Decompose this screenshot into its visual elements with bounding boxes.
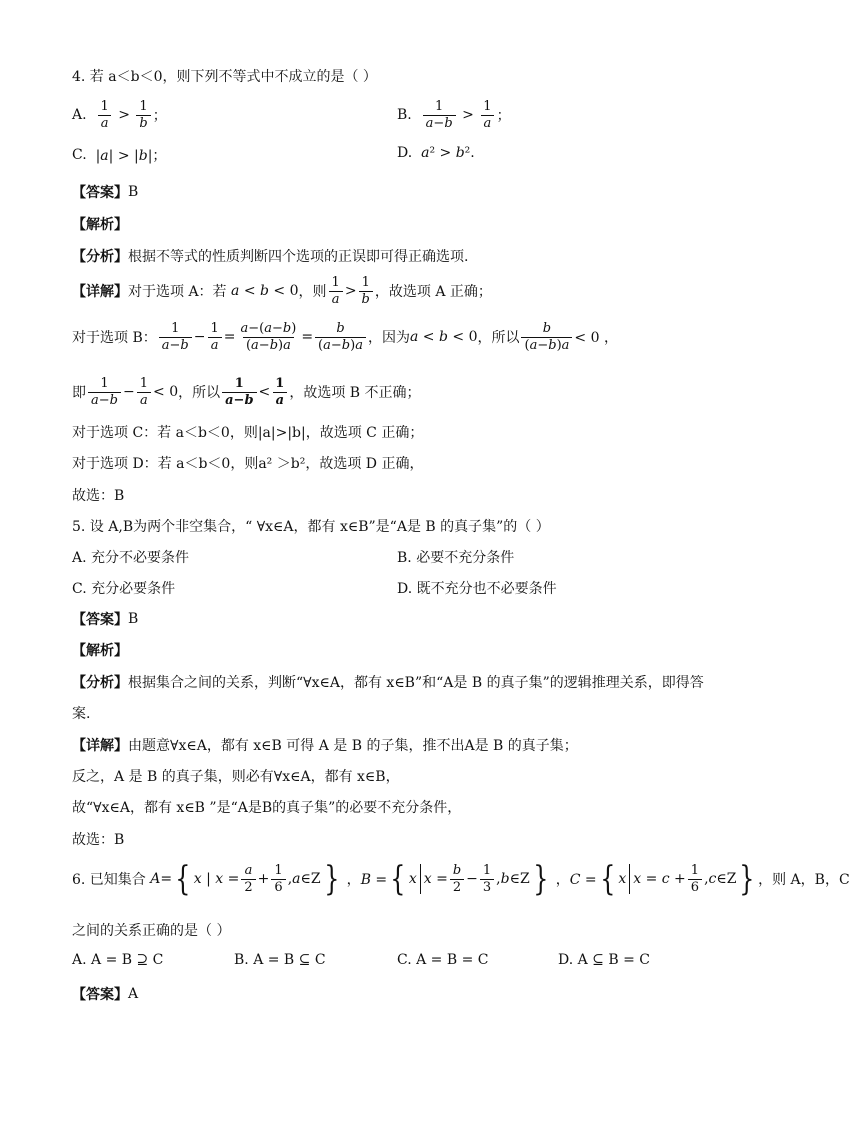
answer-value: B	[128, 611, 139, 627]
q5-answer	[72, 609, 138, 629]
frac-a-over-2: $\frac{a}{2}$	[241, 864, 255, 894]
q5-detail-3: 故“∀x∈A，都有 x∈B ”是“A是B的真子集”的必要不充分条件，	[72, 800, 462, 816]
q4-option-d: D. a² > b².	[397, 145, 475, 161]
q4-detail-2: 对于选项 B： $\frac{1}{a-b}$ − $\frac{1}{a}$ = $\frac{a-(a-b)}{(a-b)a}$ = $\frac{b}{(a-b)a}$ ，因为 a < b < 0 ，所以 $\frac{b}{(a-b)a}$ < 0 ，	[72, 321, 618, 353]
q4-option-a-label: A.	[72, 107, 87, 124]
fenxi-text: 根据不等式的性质判断四个选项的正误即可得正确选项.	[128, 249, 469, 265]
frac-1-over-b: $\frac{1}{b}$	[359, 276, 373, 306]
frac-1-over-a: $\frac{1}{a}$	[480, 100, 494, 130]
q4-stem: 4. 若 a＜b＜0，则下列不等式中不成立的是（ ）	[72, 69, 377, 85]
detail-text: 由题意∀x∈A，都有 x∈B 可得 A 是 B 的子集，推不出A是 B 的真子集；	[128, 738, 578, 754]
detail-text: ，则	[298, 284, 327, 301]
q6-stem-end: ，则 A，B，C	[758, 872, 850, 888]
answer-label: 【答案】	[72, 612, 128, 628]
q6-option-c: C. A = B = C	[397, 952, 489, 968]
q4-option-a: A. $\frac{1}{a}$ > $\frac{1}{b}$ ；	[72, 99, 167, 131]
frac-1-over-a-minus-b: $\frac{1}{a-b}$	[159, 322, 192, 352]
frac-1-over-3: $\frac{1}{3}$	[480, 864, 494, 894]
q6-stem-start: 6. 已知集合	[72, 872, 146, 888]
q4-detail-1: 【详解】 对于选项 A：若 a < b < 0 ，则 $\frac{1}{a}$ > $\frac{1}{b}$ ，故选项 A 正确；	[72, 275, 492, 307]
q6-option-a: A. A = B ⊇ C	[72, 952, 164, 968]
q4-option-c: C. |a| > |b|；	[72, 147, 167, 164]
q6-option-b: B. A = B ⊆ C	[234, 952, 326, 968]
analysis-label: 【解析】	[72, 643, 128, 659]
q5-stem: 5. 设 A,B为两个非空集合，“ ∀x∈A，都有 x∈B”是“A是 B 的真子集”的（ ）	[72, 519, 550, 535]
fenxi-text: 根据集合之间的关系，判断“∀x∈A，都有 x∈B”和“A是 B 的真子集”的逻辑推理关系，即得答	[128, 675, 704, 691]
detail-label: 【详解】	[72, 284, 128, 301]
frac-1-over-a: $\frac{1}{a}$	[329, 276, 343, 306]
q4-option-b-label: B.	[397, 107, 412, 124]
answer-label: 【答案】	[72, 185, 128, 201]
frac-b-over-2: $\frac{b}{2}$	[450, 864, 464, 894]
q6-stem: 6. 已知集合 A= { x | x = $\frac{a}{2}$ + $\frac{1}{6}$ ,a∈Z } ，B = { x x = $\frac{b}{2}$ − $\frac{1}{3}$ ,b∈Z } ，C = { x x = c + $\frac{1}{6}$ ,c∈Z } ，则 A，B，C	[72, 859, 850, 899]
frac-1-over-a-bold: $\frac{1}{a}$	[272, 377, 287, 407]
detail-text: ，故选项 A 正确；	[374, 284, 492, 301]
answer-value: A	[128, 986, 139, 1002]
q6-stem-cont: 之间的关系正确的是（ ）	[72, 923, 231, 939]
q4-answer	[72, 182, 138, 202]
frac-1-over-a: $\frac{1}{a}$	[97, 100, 111, 130]
q6-option-d: D. A ⊆ B = C	[558, 952, 650, 968]
q4-detail-5: 对于选项 D：若 a＜b＜0，则a² ＞b²，故选项 D 正确，	[72, 456, 424, 472]
detail-text: 对于选项 A：若	[128, 284, 227, 301]
q5-choice: 故选：B	[72, 832, 125, 848]
detail-label: 【详解】	[72, 738, 128, 754]
frac-1-over-b: $\frac{1}{b}$	[136, 100, 150, 130]
q6-answer	[72, 984, 138, 1004]
q4-detail-4: 对于选项 C：若 a＜b＜0，则|a|>|b|，故选项 C 正确；	[72, 425, 424, 441]
q4-fenxi	[72, 246, 468, 266]
frac-1-over-a: $\frac{1}{a}$	[137, 377, 151, 407]
answer-value: B	[128, 184, 139, 200]
q4-analysis-heading	[72, 214, 128, 234]
frac-b-over-denominator: $\frac{b}{(a-b)a}$	[521, 322, 572, 352]
detail-text: ，故选项 B 不正确；	[289, 385, 421, 402]
fenxi-label: 【分析】	[72, 249, 128, 265]
frac-1-over-6: $\frac{1}{6}$	[271, 864, 285, 894]
frac-1-over-a-minus-b: $\frac{1}{a-b}$	[88, 377, 121, 407]
frac-1-over-a-minus-b: $\frac{1}{a-b}$	[423, 100, 456, 130]
q5-option-c: C. 充分必要条件	[72, 581, 176, 597]
detail-text: 对于选项 B：	[72, 330, 157, 347]
frac-1-over-a-minus-b-bold: $\frac{1}{a-b}$	[222, 377, 256, 407]
q4-option-b: B. $\frac{1}{a-b}$ > $\frac{1}{a}$ ；	[397, 99, 511, 131]
q4-option-d-label: D.	[397, 145, 413, 161]
detail-text: ，所以	[477, 330, 520, 347]
frac-b-over-denominator: $\frac{b}{(a-b)a}$	[315, 322, 366, 352]
q5-analysis-heading	[72, 640, 128, 660]
q5-fenxi	[72, 672, 704, 692]
frac-1-over-6: $\frac{1}{6}$	[688, 864, 702, 894]
q5-detail-1	[72, 735, 578, 755]
q5-option-b: B. 必要不充分条件	[397, 550, 515, 566]
q4-detail-3: 即 $\frac{1}{a-b}$ − $\frac{1}{a}$ < 0 ，所以 $\frac{1}{a-b}$ < $\frac{1}{a}$ ，故选项 B 不正确；	[72, 376, 421, 408]
q5-option-d: D. 既不充分也不必要条件	[397, 581, 557, 597]
frac-1-over-a: $\frac{1}{a}$	[207, 322, 221, 352]
q4-option-c-label: C.	[72, 147, 87, 163]
answer-label: 【答案】	[72, 987, 128, 1003]
q5-detail-2: 反之，A 是 B 的真子集，则必有∀x∈A，都有 x∈B，	[72, 769, 400, 785]
frac-expanded: $\frac{a-(a-b)}{(a-b)a}$	[240, 321, 297, 353]
analysis-label: 【解析】	[72, 217, 128, 233]
q5-option-a: A. 充分不必要条件	[72, 550, 190, 566]
q4-choice: 故选：B	[72, 488, 125, 504]
detail-text: 即	[72, 385, 86, 402]
q5-fenxi-cont: 案.	[72, 706, 91, 722]
detail-text: ，所以	[178, 385, 221, 402]
fenxi-label: 【分析】	[72, 675, 128, 691]
detail-text: ，因为	[367, 330, 410, 347]
